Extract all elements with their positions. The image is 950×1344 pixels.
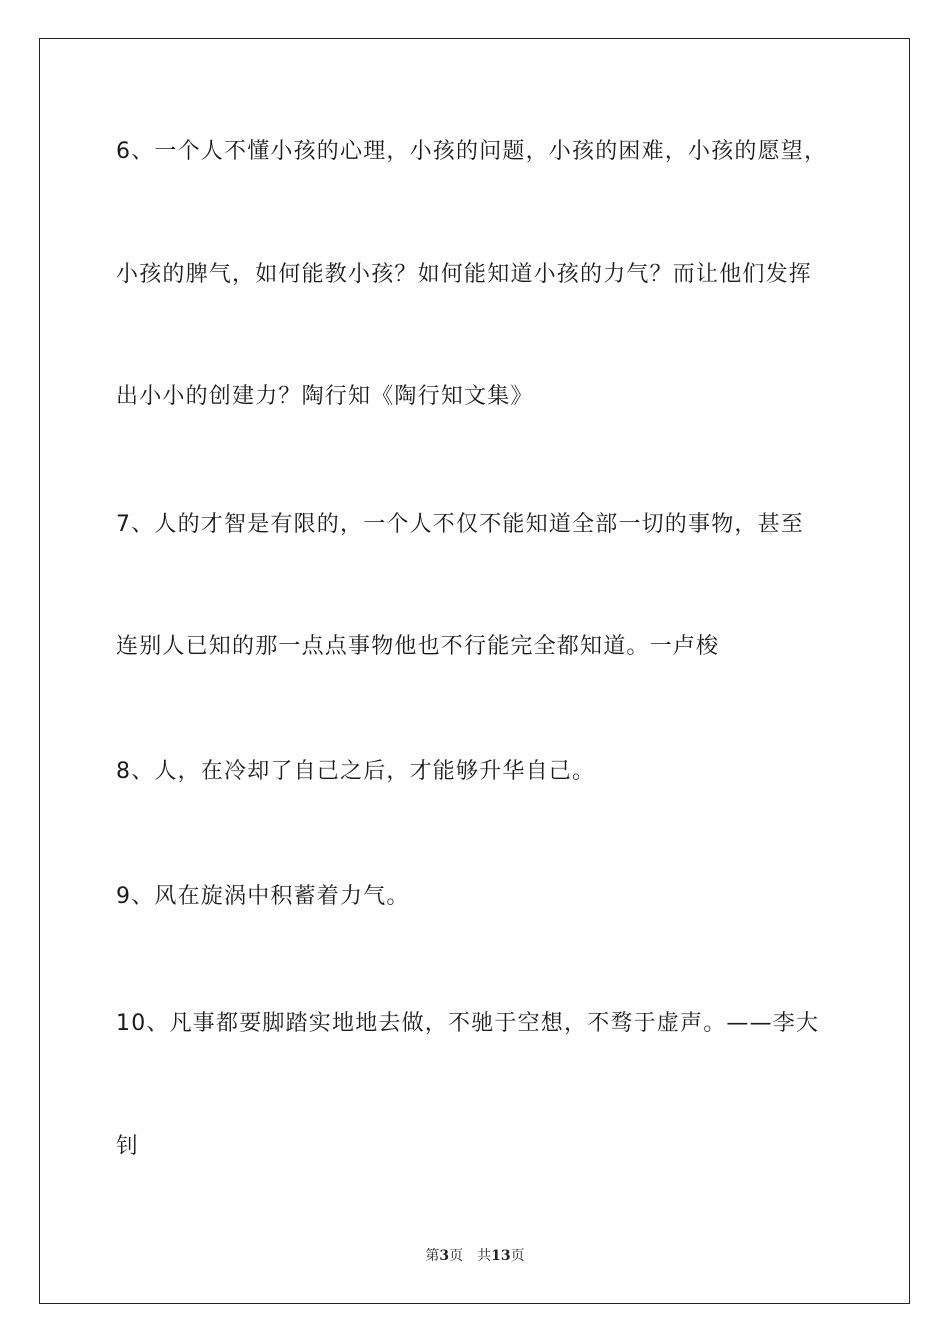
text-line-7: 9、风在旋涡中积蓄着力气。: [116, 884, 410, 909]
text-line-1: 6、一个人不懂小孩的心理，小孩的问题，小孩的困难，小孩的愿望，: [116, 139, 828, 164]
page-footer: [0, 1247, 950, 1265]
text-line-4: 7、人的才智是有限的，一个人不仅不能知道全部一切的事物，甚至: [116, 512, 804, 537]
page-suffix: 页: [449, 1248, 464, 1264]
text-line-3: 出小小的创建力？陶行知《陶行知文集》: [116, 384, 534, 409]
page-number: 3: [439, 1248, 450, 1264]
text-line-9: 钊: [116, 1134, 140, 1159]
total-pages: 13: [491, 1248, 511, 1264]
page-prefix: 第: [425, 1248, 440, 1264]
text-line-2: 小孩的脾气，如何能教小孩？如何能知道小孩的力气？而让他们发挥: [116, 262, 813, 287]
text-line-6: 8、人，在冷却了自己之后，才能够升华自己。: [116, 759, 596, 784]
text-line-5: 连别人已知的那一点点事物他也不行能完全都知道。一卢梭: [116, 634, 720, 659]
total-suffix: 页: [510, 1248, 525, 1264]
page-border: [39, 38, 910, 1304]
total-prefix: 共: [477, 1248, 492, 1264]
text-line-8: 10、凡事都要脚踏实地地去做，不驰于空想，不骛于虚声。——李大: [116, 1011, 820, 1036]
